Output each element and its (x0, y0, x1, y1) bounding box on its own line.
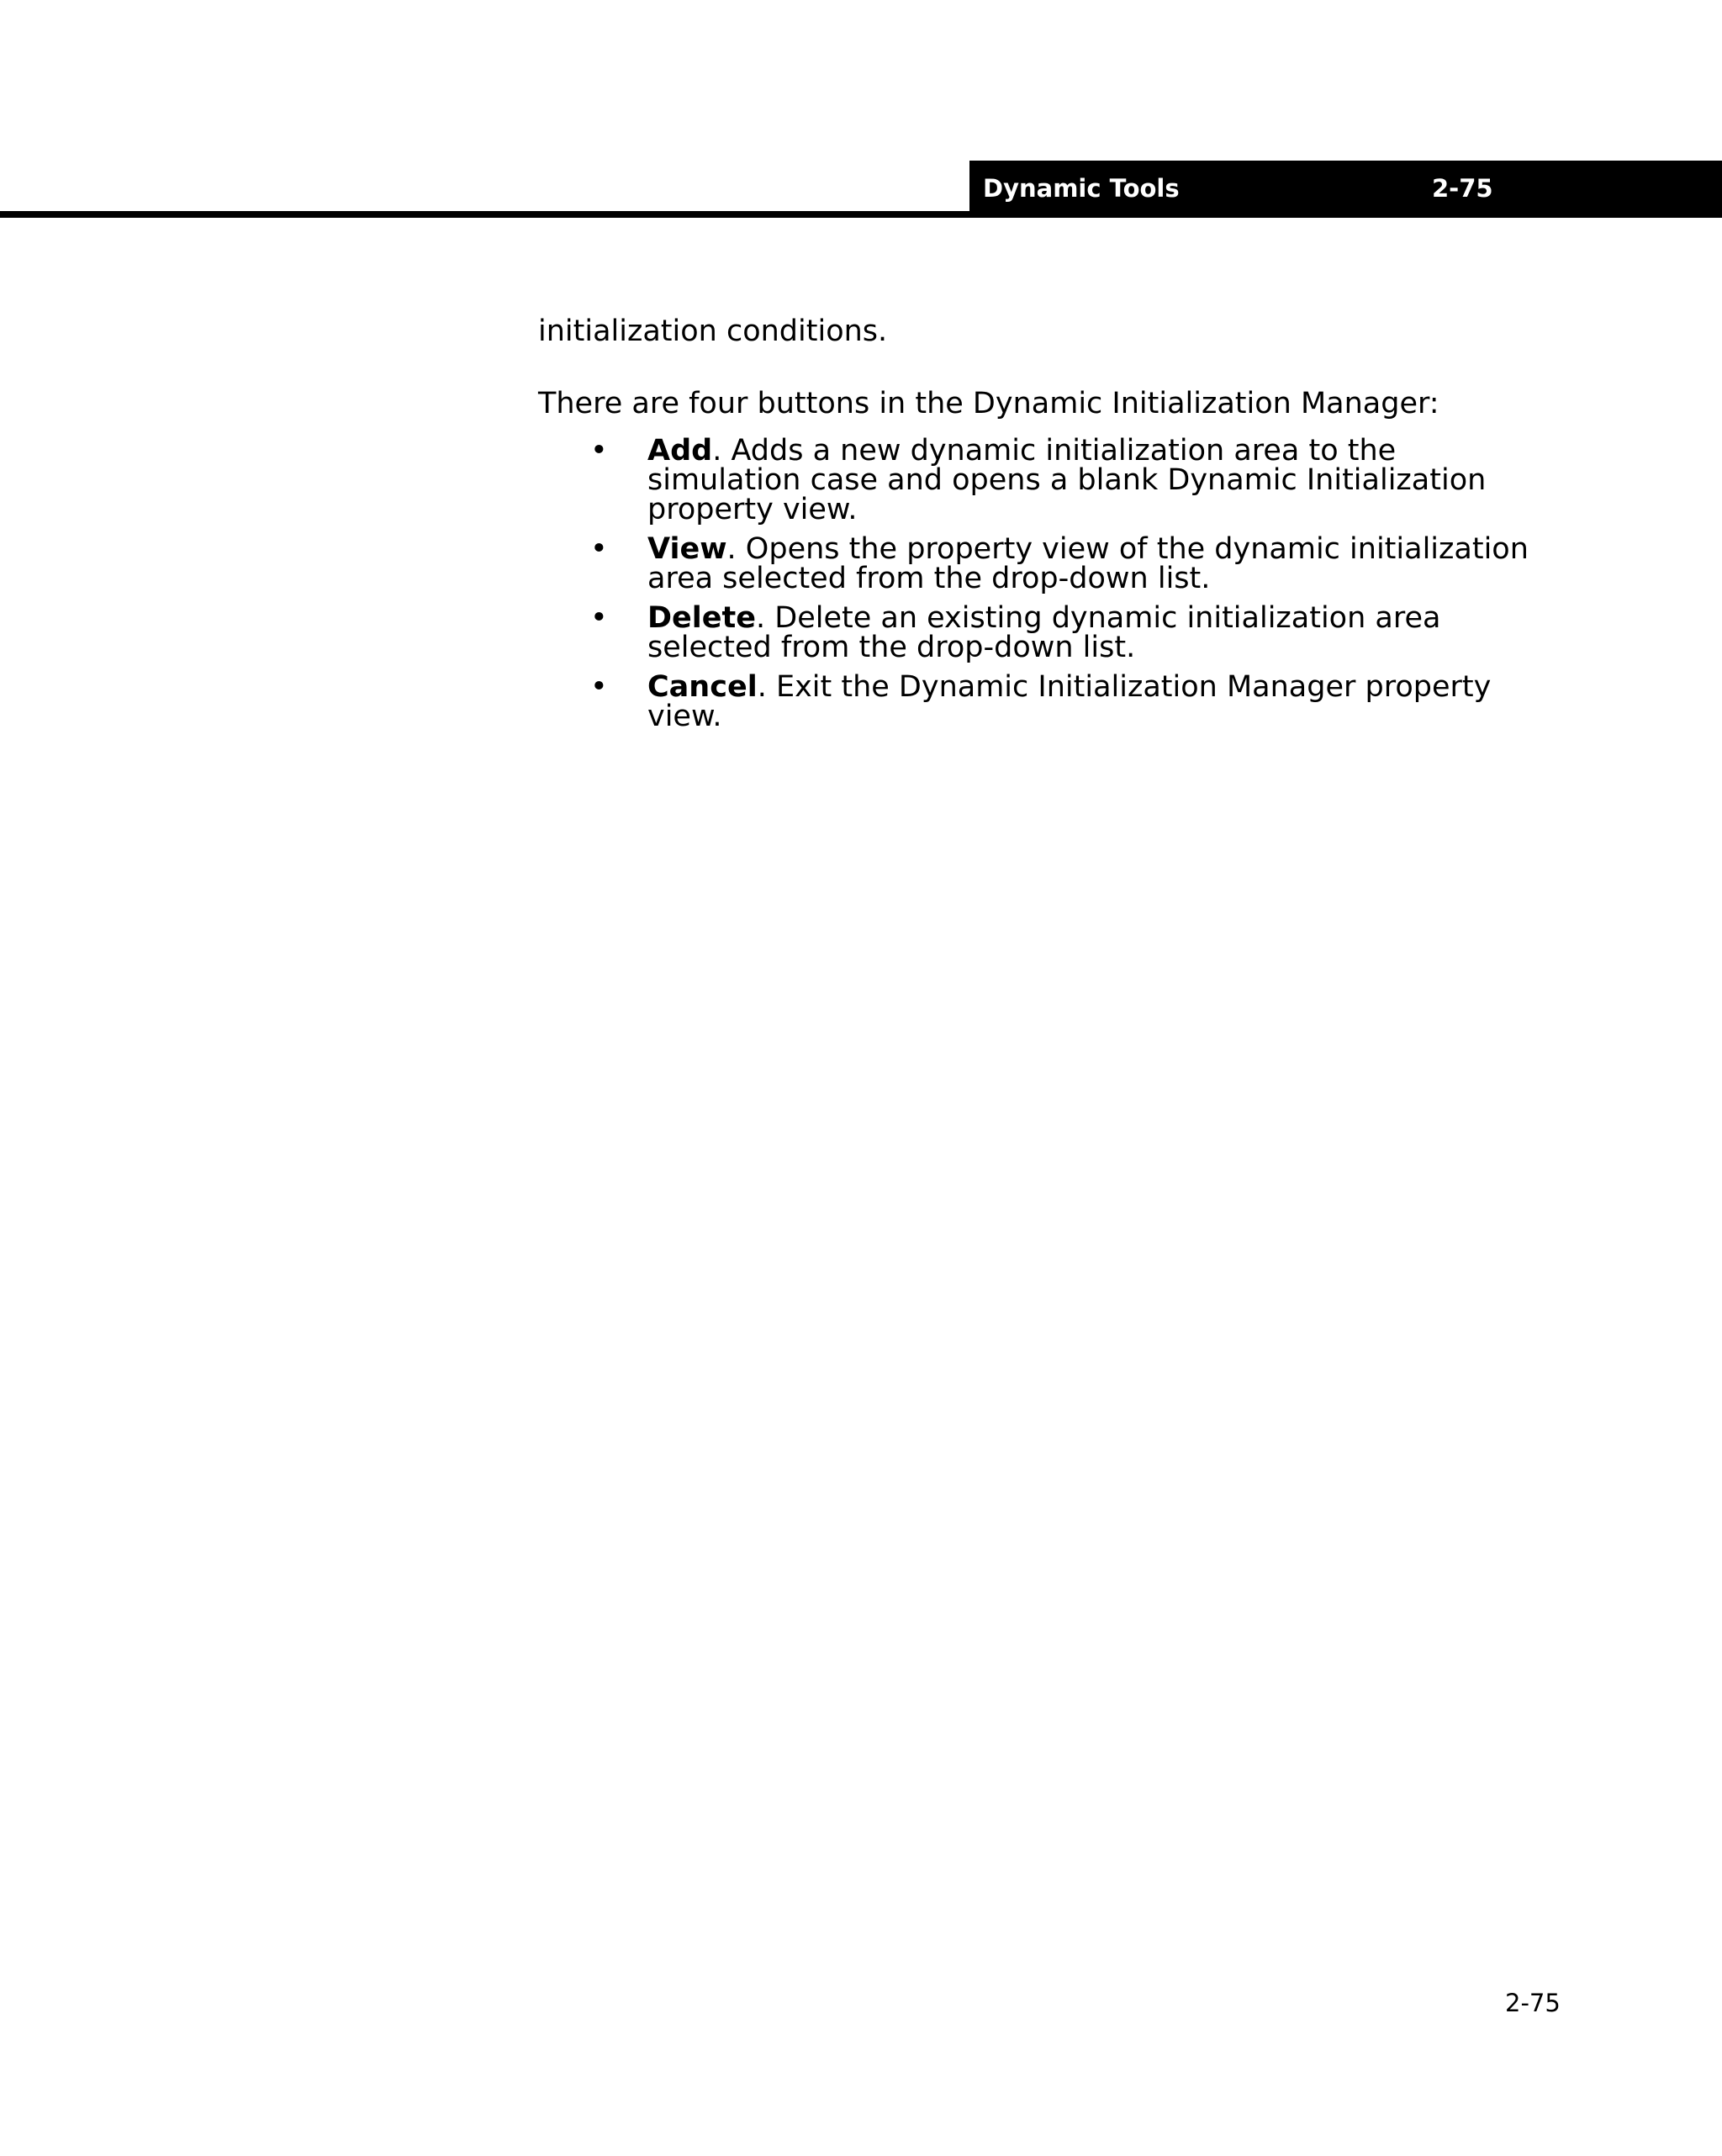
list-item-delete (538, 601, 1530, 664)
header-page-number: 2-75 (1432, 174, 1493, 203)
bullet-icon: • (590, 532, 608, 566)
list-item-cancel (538, 670, 1530, 733)
description-delete: . Delete an existing dynamic initialization area selected from the drop-down list. (647, 601, 1441, 664)
description-cancel: . Exit the Dynamic Initialization Manager property view. (647, 670, 1492, 733)
term-add: Add (647, 434, 713, 468)
term-delete: Delete (647, 601, 756, 635)
term-view: View (647, 532, 727, 566)
bullet-icon: • (590, 434, 608, 468)
continuation-paragraph: initialization conditions. (538, 314, 888, 348)
description-view: . Opens the property view of the dynamic initialization area selected from the drop-down list. (647, 532, 1529, 595)
intro-paragraph: There are four buttons in the Dynamic Initialization Manager: (538, 387, 1439, 420)
bullet-icon: • (590, 670, 608, 704)
list-item-view (538, 532, 1530, 595)
running-header (969, 161, 1722, 218)
term-cancel: Cancel (647, 670, 758, 704)
list-item-add (538, 436, 1530, 525)
button-list (538, 436, 1530, 742)
footer-page-number: 2-75 (1505, 1989, 1561, 2017)
description-add: . Adds a new dynamic initialization area to the simulation case and opens a blank Dynamic Initialization property view. (647, 434, 1487, 526)
bullet-icon: • (590, 601, 608, 635)
header-section-title: Dynamic Tools (983, 174, 1180, 203)
